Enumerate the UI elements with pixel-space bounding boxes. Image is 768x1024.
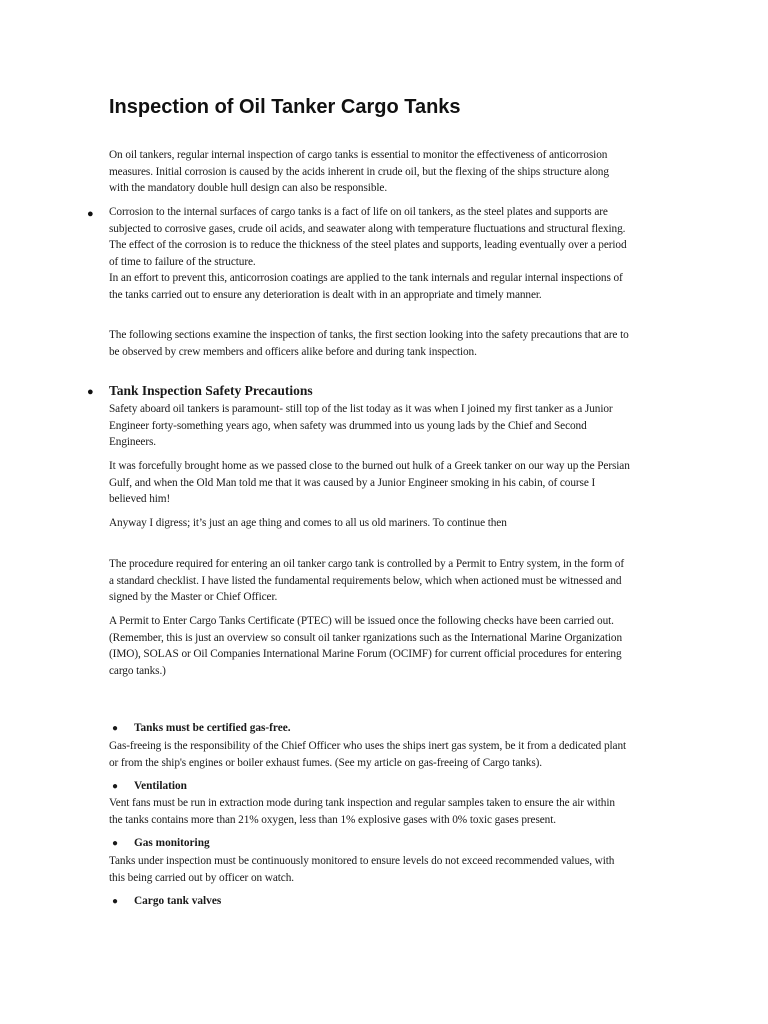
ptec-paragraph: A Permit to Enter Cargo Tanks Certificate (PTEC) will be issued once the following checks have been carried out. (Remember, this is just an overview so consult oil tanker rganizations such as the International Marine Organization (IMO), SOLAS or Oil Companies International Marine Forum (OCIMF) for current official procedures for entering cargo tanks.): [109, 615, 623, 677]
bullet-corrosion: ●: [87, 208, 94, 220]
digress-paragraph: Anyway I digress; it’s just an age thing and comes to all us old mariners. To continue then: [109, 517, 507, 529]
corrosion-paragraph: Corrosion to the internal surfaces of cargo tanks is a fact of life on oil tankers, as the steel plates and supports are subjected to corrosive gases, crude oil acids, and seawater along with temperature fluctuations and structural flexing. The effect of the corrosion is to reduce the thickness of the steel plates and supports, leading eventually over a period of time to failure of the structure.: [109, 206, 627, 268]
safety-paragraph: Safety aboard oil tankers is paramount- still top of the list today as it was when I joined my first tanker as a Junior Engineer forty-something years ago, when safety was drummed into us young lads by the Chief and Second Engineers.: [109, 403, 613, 448]
bullet-safety: ●: [87, 386, 94, 398]
check-bullet-gas-monitoring: ●: [112, 838, 119, 849]
check-bullet-ventilation: ●: [112, 781, 119, 792]
check-bullet-gas-free: ●: [112, 723, 119, 734]
check-heading-cargo-tank-valves: Cargo tank valves: [134, 895, 222, 907]
check-text-ventilation: Vent fans must be run in extraction mode during tank inspection and regular samples taken to ensure the air within the tanks contains more than 21% oxygen, less than 1% explosive gases with 0% toxic gases present.: [109, 797, 615, 826]
intro-paragraph: On oil tankers, regular internal inspection of cargo tanks is essential to monitor the effectiveness of anticorrosion measures. Initial corrosion is caused by the acids inherent in crude oil, but the flexing of the ships structure along with the mandatory double hull design can also be responsible.: [109, 149, 609, 194]
prevention-paragraph: In an effort to prevent this, anticorrosion coatings are applied to the tank internals and regular internal inspections of the tanks carried out to ensure any deterioration is dealt with in an appropriate and timely manner.: [109, 272, 623, 301]
sections-paragraph: The following sections examine the inspection of tanks, the first section looking into the safety precautions that are to be observed by crew members and officers alike before and during tank inspection.: [109, 329, 629, 358]
document-title: Inspection of Oil Tanker Cargo Tanks: [109, 96, 461, 118]
check-heading-ventilation: Ventilation: [134, 780, 187, 792]
greek-tanker-paragraph: It was forcefully brought home as we passed close to the burned out hulk of a Greek tanker on our way up the Persian Gulf, and when the Old Man told me that it was caused by a Junior Engineer smoking in his cabin, of course I believed him!: [109, 460, 630, 505]
check-text-gas-monitoring: Tanks under inspection must be continuously monitored to ensure levels do not exceed recommended values, with this being carried out by officer on watch.: [109, 855, 615, 884]
check-text-gas-free: Gas-freeing is the responsibility of the Chief Officer who uses the ships inert gas system, be it from a dedicated plant or from the ship's engines or boiler exhaust fumes. (See my article on gas-freeing of Cargo tanks).: [109, 740, 627, 769]
permit-paragraph: The procedure required for entering an oil tanker cargo tank is controlled by a Permit to Entry system, in the form of a standard checklist. I have listed the fundamental requirements below, which when actioned must be witnessed and signed by the Master or Chief Officer.: [109, 558, 625, 603]
check-heading-gas-free: Tanks must be certified gas-free.: [134, 722, 291, 734]
check-heading-gas-monitoring: Gas monitoring: [134, 837, 210, 849]
safety-heading: Tank Inspection Safety Precautions: [109, 383, 313, 398]
check-bullet-cargo-tank-valves: ●: [112, 896, 119, 907]
